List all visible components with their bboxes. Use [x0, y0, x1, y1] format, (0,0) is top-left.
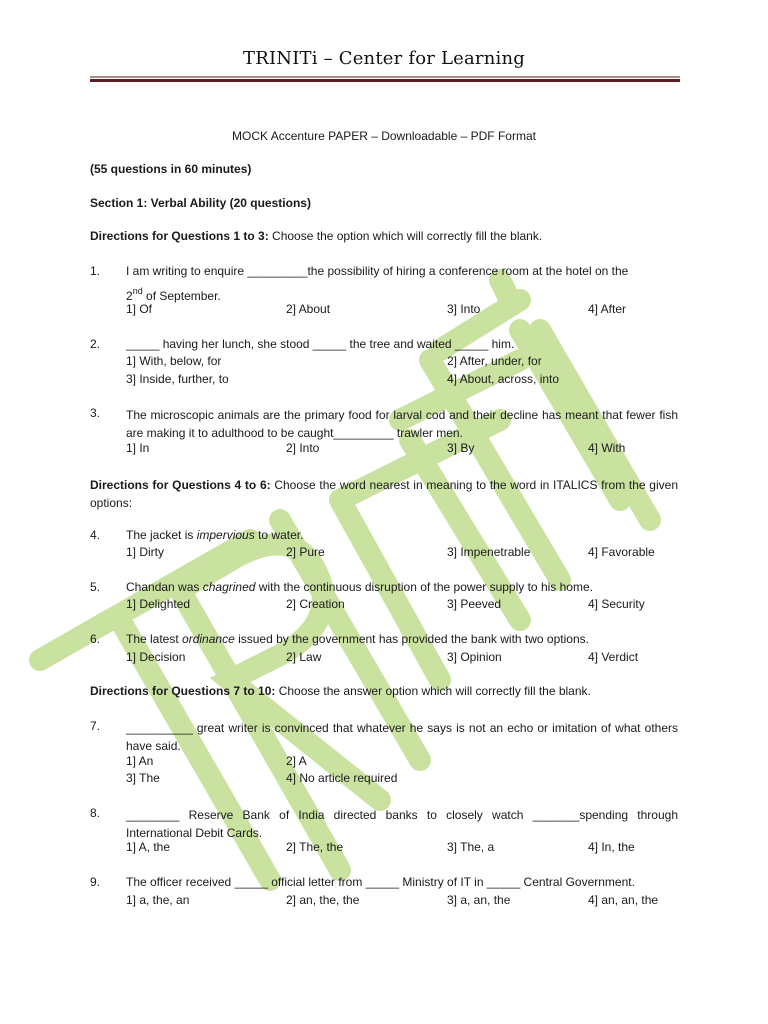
option-2[interactable]: 2] Into — [286, 441, 320, 455]
document-subtitle: (55 questions in 60 minutes) — [90, 162, 252, 176]
option-1[interactable]: 1] Dirty — [126, 545, 165, 559]
option-4[interactable]: 4] an, an, the — [588, 893, 659, 907]
option-3[interactable]: 3] The, a — [447, 840, 495, 854]
question-text: The microscopic animals are the primary food for larval cod and their decline has meant that fewer fish are making it to adulthood to be caught_________ trawler men. — [126, 408, 678, 440]
directions-4-6 — [90, 476, 678, 512]
question-number: 6. — [90, 632, 101, 646]
option-2[interactable]: 2] The, the — [286, 840, 344, 854]
question-number: 3. — [90, 406, 101, 420]
option-4[interactable]: 4] After — [588, 302, 627, 316]
directions-text: Choose the word nearest in meaning to the word in ITALICS from the given options: — [90, 478, 678, 510]
option-2[interactable]: 2] About — [286, 302, 331, 316]
question-number: 9. — [90, 875, 101, 889]
section-heading: Section 1: Verbal Ability (20 questions) — [90, 196, 311, 210]
header-rule-dark — [90, 79, 680, 82]
question-number: 7. — [90, 719, 101, 733]
option-1[interactable]: 1] a, the, an — [126, 893, 190, 907]
directions-1-3 — [90, 229, 542, 243]
option-3[interactable]: 3] a, an, the — [447, 893, 511, 907]
option-2[interactable]: 2] Creation — [286, 597, 345, 611]
question-text: The jacket is impervious to water. — [126, 528, 304, 542]
option-4[interactable]: 4] With — [588, 441, 626, 455]
option-4[interactable]: 4] Favorable — [588, 545, 655, 559]
option-2[interactable]: 2] Pure — [286, 545, 325, 559]
question-number: 1. — [90, 264, 101, 278]
option-3[interactable]: 3] Inside, further, to — [126, 372, 229, 386]
header-title: TRINITi – Center for Learning — [243, 48, 525, 69]
option-2[interactable]: 2] A — [286, 754, 307, 768]
question-text-cont: 2nd of September. — [126, 286, 221, 303]
option-1[interactable]: 1] Delighted — [126, 597, 191, 611]
option-3[interactable]: 3] Impenetrable — [447, 545, 531, 559]
option-3[interactable]: 3] The — [126, 771, 160, 785]
option-1[interactable]: 1] In — [126, 441, 150, 455]
question-text: _____ having her lunch, she stood _____ the tree and waited _____ him. — [126, 337, 515, 351]
document-title: MOCK Accenture PAPER – Downloadable – PDF Format — [232, 129, 536, 143]
question-text: I am writing to enquire _________the possibility of hiring a conference room at the hotel on the — [126, 264, 629, 278]
option-1[interactable]: 1] A, the — [126, 840, 171, 854]
question-text: __________ great writer is convinced that whatever he says is not an echo or imitation of what others have said. — [126, 721, 678, 753]
question-text: Chandan was chagrined with the continuous disruption of the power supply to his home. — [126, 580, 593, 594]
option-3[interactable]: 3] By — [447, 441, 475, 455]
option-1[interactable]: 1] Decision — [126, 650, 186, 664]
question-text: ________ Reserve Bank of India directed banks to closely watch _______spending through International Debit Cards. — [126, 808, 678, 840]
option-2[interactable]: 2] Law — [286, 650, 322, 664]
header-rule-light — [90, 76, 680, 78]
directions-label: Directions for Questions 4 to 6: — [90, 478, 271, 492]
question-number: 4. — [90, 528, 101, 542]
directions-label: Directions for Questions 7 to 10: — [90, 684, 276, 698]
question-number: 2. — [90, 337, 101, 351]
question-text: The latest ordinance issued by the government has provided the bank with two options. — [126, 632, 589, 646]
option-4[interactable]: 4] Verdict — [588, 650, 639, 664]
option-2[interactable]: 2] an, the, the — [286, 893, 360, 907]
option-4[interactable]: 4] Security — [588, 597, 645, 611]
question-text: The officer received _____ official letter from _____ Ministry of IT in _____ Central Government. — [126, 875, 635, 889]
option-1[interactable]: 1] Of — [126, 302, 153, 316]
option-4[interactable]: 4] No article required — [286, 771, 398, 785]
option-4[interactable]: 4] In, the — [588, 840, 635, 854]
directions-7-10 — [90, 684, 591, 698]
option-3[interactable]: 3] Opinion — [447, 650, 502, 664]
option-1[interactable]: 1] With, below, for — [126, 354, 222, 368]
directions-text: Choose the answer option which will correctly fill the blank. — [275, 684, 591, 698]
option-3[interactable]: 3] Into — [447, 302, 481, 316]
directions-label: Directions for Questions 1 to 3: — [90, 229, 269, 243]
option-4[interactable]: 4] About, across, into — [447, 372, 560, 386]
option-1[interactable]: 1] An — [126, 754, 154, 768]
option-2[interactable]: 2] After, under, for — [447, 354, 542, 368]
option-3[interactable]: 3] Peeved — [447, 597, 502, 611]
question-number: 8. — [90, 806, 101, 820]
question-number: 5. — [90, 580, 101, 594]
directions-text: Choose the option which will correctly fill the blank. — [268, 229, 543, 243]
